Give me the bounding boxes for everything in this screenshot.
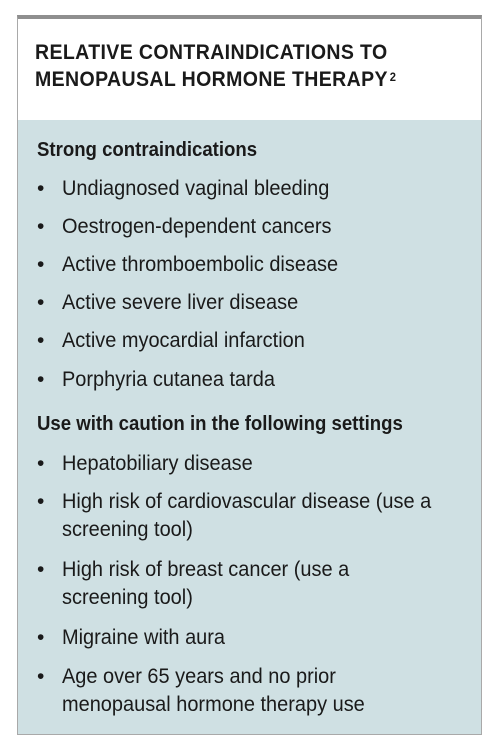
bullet-icon: • [37,291,45,314]
strong-item [37,175,457,203]
strong-contraindications-heading: Strong contraindications [37,139,258,161]
title-reference: 2 [389,70,397,84]
bullet-icon: • [37,626,45,649]
bullet-icon: • [37,329,45,352]
caution-item-text: Hepatobiliary disease [62,452,253,475]
bullet-icon: • [37,368,45,391]
caution-item-text: Age over 65 years and no prior menopausal hormone therapy use [62,665,365,716]
caution-item-text: Migraine with aura [62,626,226,649]
caution-heading: Use with caution in the following settings [37,413,403,435]
strong-item [37,213,457,241]
title-line-2: MENOPAUSAL HORMONE THERAPY [35,68,388,91]
strong-item-text: Active myocardial infarction [62,329,305,352]
strong-item-text: Active thromboembolic disease [62,253,339,276]
strong-item-text: Porphyria cutanea tarda [62,368,275,391]
strong-item [37,327,457,355]
bullet-icon: • [37,177,45,200]
bullet-icon: • [37,452,45,475]
caution-item [37,488,457,544]
contraindications-box [17,15,482,735]
caution-item [37,450,457,478]
strong-item-text: Active severe liver disease [62,291,299,314]
caution-item-text: High risk of cardiovascular disease (use a screening tool) [62,490,432,541]
strong-item [37,289,457,317]
bullet-icon: • [37,490,45,513]
bullet-icon: • [37,665,45,688]
strong-item-text: Undiagnosed vaginal bleeding [62,177,330,200]
box-title [35,39,426,93]
strong-item [37,251,457,279]
caution-item [37,624,457,652]
bullet-icon: • [37,253,45,276]
caution-item [37,663,457,719]
box-content [18,120,481,734]
strong-item [37,366,457,394]
caution-item-text: High risk of breast cancer (use a screening tool) [62,558,350,609]
strong-item-text: Oestrogen-dependent cancers [62,215,332,238]
title-line-1: RELATIVE CONTRAINDICATIONS TO [35,41,388,64]
caution-item [37,556,457,612]
bullet-icon: • [37,215,45,238]
bullet-icon: • [37,558,45,581]
